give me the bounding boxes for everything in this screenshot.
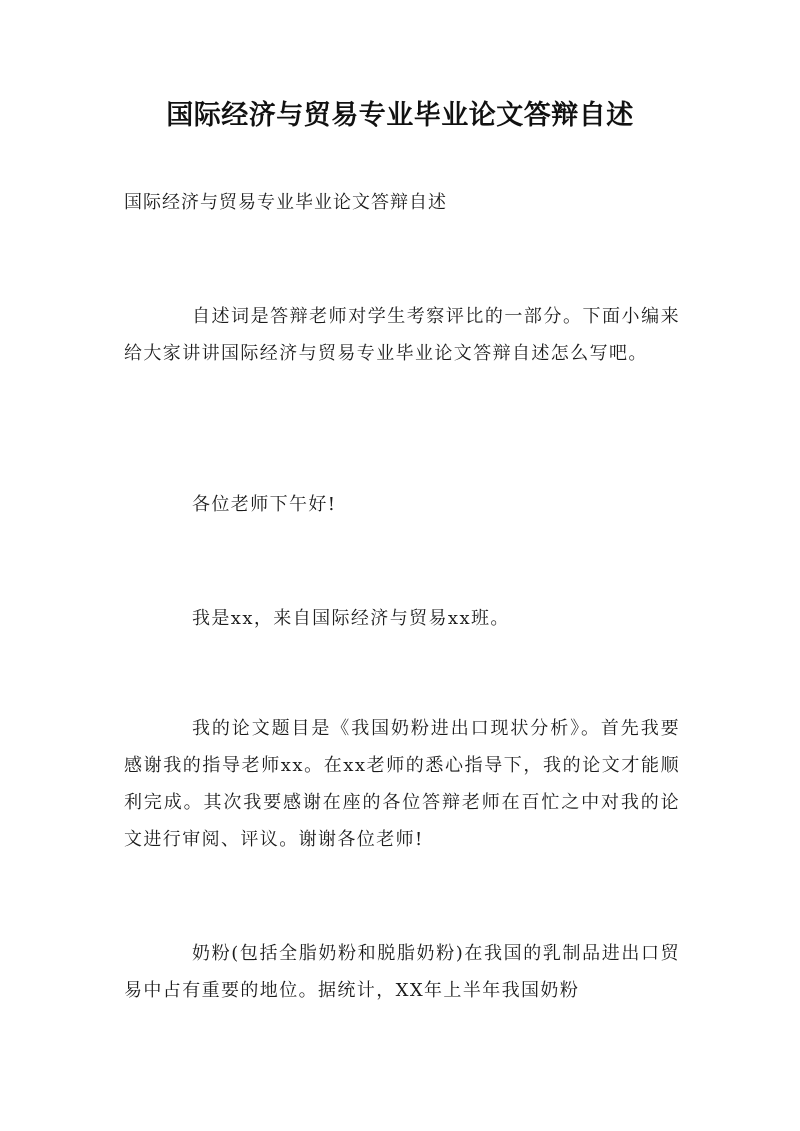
paragraph-intro: 自述词是答辩老师对学生考察评比的一部分。下面小编来给大家讲讲国际经济与贸易专业毕业论文答辩自述怎么写吧。 [124,306,680,364]
paragraph-self-introduction: 我是xx，来自国际经济与贸易xx班。 [192,608,510,629]
paragraph-milk-powder: 奶粉(包括全脂奶粉和脱脂奶粉)在我国的乳制品进出口贸易中占有重要的地位。据统计，XX年上半年我国奶粉 [124,943,680,1001]
paragraph-greeting: 各位老师下午好! [192,494,337,515]
document-title: 国际经济与贸易专业毕业论文答辩自述 [166,100,634,131]
document-subtitle: 国际经济与贸易专业毕业论文答辩自述 [124,192,447,213]
paragraph-thesis-title: 我的论文题目是《我国奶粉进出口现状分析》。首先我要感谢我的指导老师xx。在xx老师的悉心指导下，我的论文才能顺利完成。其次我要感谢在座的各位答辩老师在百忙之中对我的论文进行审阅、评议。谢谢各位老师! [124,718,680,850]
